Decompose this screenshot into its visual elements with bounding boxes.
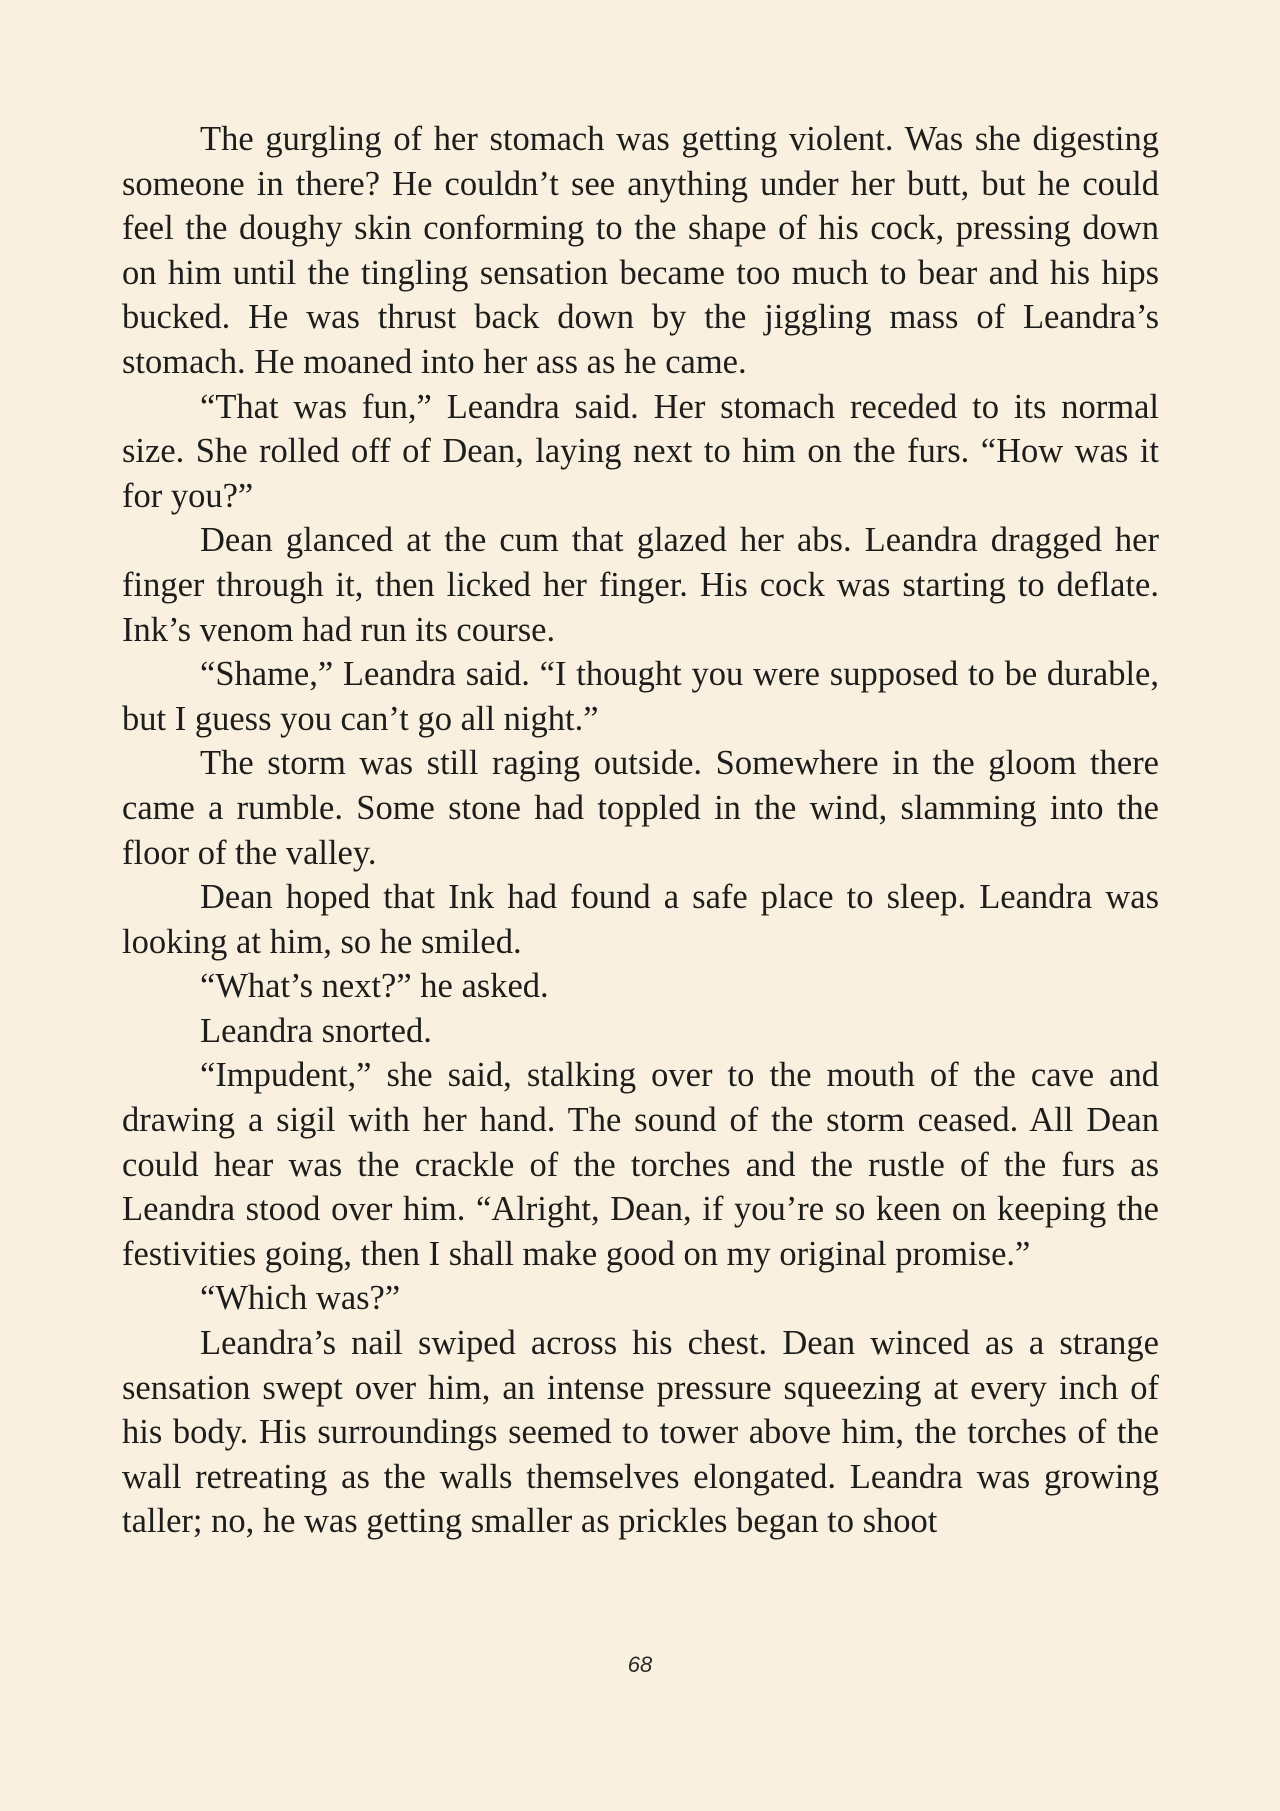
paragraph: “Impudent,” she said, stalking over to the mouth of the cave and drawing a sigil with her hand. The sound of the storm ceased. All Dean could hear was the crackle of the torches and the rustle of the furs as Leandra stood over him. “Alright, Dean, if you’re so keen on keeping the festivities going, then I shall make good on my original promise.” — [122, 1056, 1159, 1273]
paragraph: Dean hoped that Ink had found a safe place to sleep. Leandra was looking at him, so he smiled. — [122, 878, 1159, 961]
paragraph: “What’s next?” he asked. — [200, 967, 549, 1006]
paragraph: “Which was?” — [200, 1279, 401, 1318]
body-text — [122, 117, 1159, 1544]
paragraph: Leandra’s nail swiped across his chest. Dean winced as a strange sensation swept over him, an intense pressure squeezing at every inch of his body. His surroundings seemed to tower above him, the torches of the wall retreating as the walls themselves elongated. Leandra was growing taller; no, he was getting smaller as prickles began to shoot — [122, 1324, 1159, 1541]
paragraph: The storm was still raging outside. Somewhere in the gloom there came a rumble. Some stone had toppled in the wind, slamming into the floor of the valley. — [122, 744, 1159, 872]
paragraph: The gurgling of her stomach was getting violent. Was she digesting someone in there? He couldn’t see anything under her butt, but he could feel the doughy skin conforming to the shape of his cock, pressing down on him until the tingling sensation became too much to bear and his hips bucked. He was thrust back down by the jiggling mass of Leandra’s stomach. He moaned into her ass as he came. — [122, 120, 1159, 381]
page-number: 68 — [627, 1652, 653, 1677]
paragraph: “Shame,” Leandra said. “I thought you were supposed to be durable, but I guess you can’t go all night.” — [122, 655, 1159, 738]
paragraph: Dean glanced at the cum that glazed her abs. Leandra dragged her finger through it, then licked her finger. His cock was starting to deflate. Ink’s venom had run its course. — [122, 521, 1159, 649]
paragraph: “That was fun,” Leandra said. Her stomach receded to its normal size. She rolled off of Dean, laying next to him on the furs. “How was it for you?” — [122, 387, 1159, 515]
paragraph: Leandra snorted. — [200, 1011, 432, 1050]
